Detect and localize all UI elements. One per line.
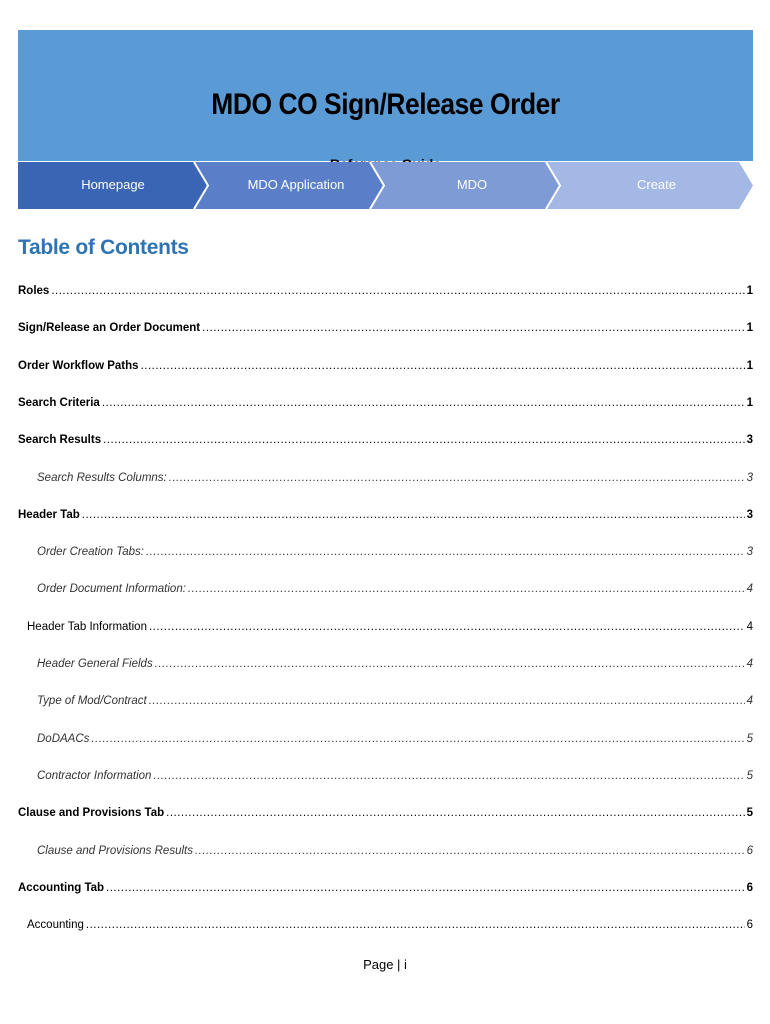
toc-entry[interactable] — [37, 545, 753, 559]
toc-leader-dots — [169, 471, 745, 485]
toc-entry[interactable] — [18, 359, 753, 373]
toc-entry[interactable] — [37, 844, 753, 858]
toc-entry-page[interactable]: 3 — [746, 471, 753, 484]
toc-entry-title[interactable]: Header Tab — [18, 508, 80, 521]
toc-entry-page[interactable]: 5 — [746, 807, 753, 820]
toc-entry-title[interactable]: Clause and Provisions Tab — [18, 807, 165, 820]
toc-leader-dots — [51, 284, 744, 298]
toc-entry[interactable] — [18, 396, 753, 410]
breadcrumb — [18, 162, 753, 209]
toc-entry[interactable] — [27, 918, 753, 932]
toc-entry[interactable] — [37, 657, 753, 671]
toc-entry[interactable] — [37, 694, 753, 708]
toc-leader-dots — [166, 806, 744, 820]
toc-entry-title[interactable]: Sign/Release an Order Document — [18, 322, 201, 335]
breadcrumb-label-mdo-application[interactable]: MDO Application — [247, 177, 345, 192]
toc-entry-page[interactable]: 4 — [746, 620, 753, 633]
toc-entry-title[interactable]: Header Tab Information — [27, 620, 147, 633]
toc-entry[interactable] — [37, 582, 753, 596]
toc-entry-title[interactable]: Accounting — [27, 919, 84, 932]
toc-entry[interactable] — [18, 508, 753, 522]
toc-leader-dots — [102, 396, 745, 410]
toc-entry[interactable] — [37, 471, 753, 485]
toc-entry-title[interactable]: Order Workflow Paths — [18, 359, 139, 372]
toc-entry-title[interactable]: Search Results — [18, 434, 102, 447]
toc-leader-dots — [146, 545, 745, 559]
toc-entry-page[interactable]: 3 — [746, 508, 753, 521]
toc-leader-dots — [188, 582, 745, 596]
toc-leader-dots — [91, 732, 744, 746]
toc-entry-title[interactable]: Search Criteria — [18, 396, 100, 409]
toc-entry-title[interactable]: Order Creation Tabs: — [37, 546, 144, 559]
toc-entry-title[interactable]: Accounting Tab — [18, 881, 105, 894]
toc-leader-dots — [202, 321, 744, 335]
toc-entry-page[interactable]: 6 — [746, 881, 753, 894]
toc-entry-page[interactable]: 3 — [746, 434, 753, 447]
toc-entry[interactable] — [18, 806, 753, 820]
document-title: MDO CO Sign/Release Order — [211, 88, 560, 121]
toc-entry-title[interactable]: Order Document Information: — [37, 583, 186, 596]
toc-entry-page[interactable]: 5 — [746, 769, 753, 782]
toc-leader-dots — [82, 508, 745, 522]
toc-entry-title[interactable]: Roles — [18, 285, 50, 297]
toc-entry-title[interactable]: Type of Mod/Contract — [37, 695, 147, 708]
toc-entry-page[interactable]: 4 — [746, 658, 753, 670]
toc-entry-page[interactable]: 6 — [746, 844, 753, 857]
toc-entry-page[interactable]: 1 — [746, 359, 753, 372]
toc-entry[interactable] — [27, 620, 753, 634]
toc-leader-dots — [106, 881, 745, 895]
toc-entry[interactable] — [37, 769, 753, 783]
toc-entry-page[interactable]: 6 — [746, 919, 753, 932]
toc-leader-dots — [149, 620, 745, 634]
toc-entry-page[interactable]: 1 — [746, 285, 753, 297]
toc-leader-dots — [103, 433, 744, 447]
breadcrumb-label-create[interactable]: Create — [636, 177, 677, 192]
page-number: Page | i — [363, 957, 407, 972]
toc-entry[interactable] — [18, 284, 753, 298]
toc-entry-page[interactable]: 1 — [746, 396, 753, 409]
toc-entry-title[interactable]: DoDAACs — [37, 732, 90, 745]
toc-leader-dots — [195, 844, 745, 858]
toc-entry-page[interactable]: 4 — [746, 583, 753, 596]
title-banner — [18, 30, 753, 161]
breadcrumb-label-mdo[interactable]: MDO — [456, 177, 488, 192]
toc-leader-dots — [153, 769, 744, 783]
toc-entry-page[interactable]: 1 — [746, 322, 753, 335]
toc-entry[interactable] — [37, 732, 753, 746]
toc-entry-page[interactable]: 4 — [746, 695, 753, 708]
toc-entry[interactable] — [18, 321, 753, 335]
toc-leader-dots — [155, 657, 745, 671]
toc-leader-dots — [141, 359, 745, 373]
toc-entry-page[interactable]: 5 — [746, 732, 753, 745]
toc-entry[interactable] — [18, 433, 753, 447]
toc-leader-dots — [86, 918, 745, 932]
toc-leader-dots — [149, 694, 745, 708]
toc-entry-title[interactable]: Search Results Columns: — [37, 471, 167, 484]
toc-entry-page[interactable]: 3 — [746, 546, 753, 559]
breadcrumb-label-homepage[interactable]: Homepage — [81, 177, 145, 192]
toc-entry-title[interactable]: Clause and Provisions Results — [37, 844, 193, 857]
toc-heading: Table of Contents — [18, 236, 189, 259]
toc-entry-title[interactable]: Contractor Information — [37, 769, 152, 782]
toc-entry-title[interactable]: Header General Fields — [37, 658, 153, 670]
toc-entry[interactable] — [18, 881, 753, 895]
